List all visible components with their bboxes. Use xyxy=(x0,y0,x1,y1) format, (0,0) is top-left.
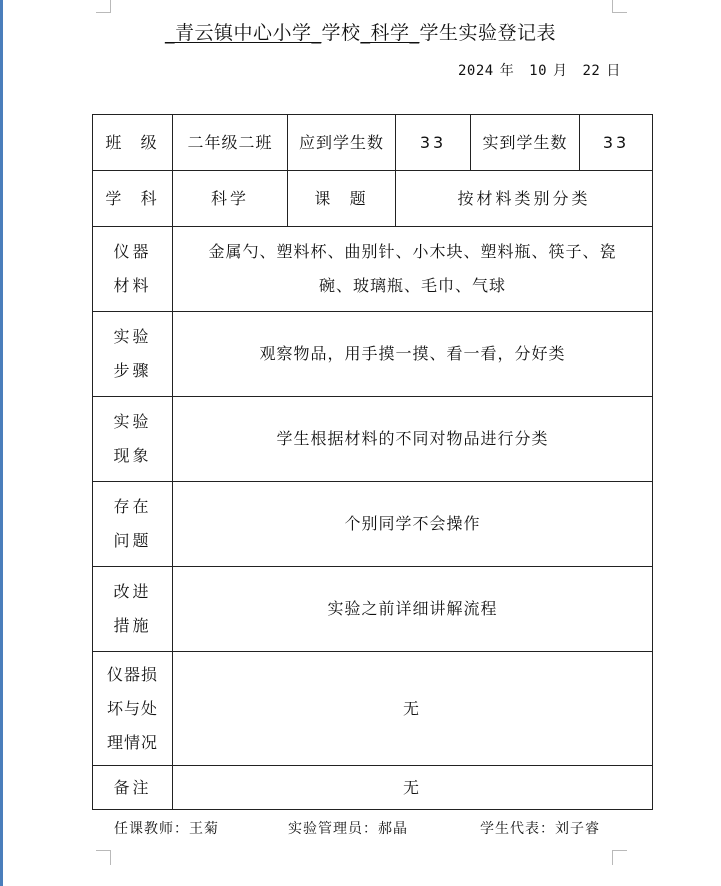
phenomenon-value: 学生根据材料的不同对物品进行分类 xyxy=(173,397,653,482)
issues-value: 个别同学不会操作 xyxy=(173,482,653,567)
table-row xyxy=(93,312,653,397)
phenomenon-label-line: 现象 xyxy=(113,446,152,465)
page-corner-mark xyxy=(96,850,111,865)
teacher-signature: 任课教师：王菊 xyxy=(114,821,219,837)
issues-label xyxy=(93,482,173,567)
table-row xyxy=(93,397,653,482)
date-month: 10 xyxy=(529,63,548,79)
improve-value: 实验之前详细讲解流程 xyxy=(173,567,653,652)
materials-label-line: 仪器 xyxy=(113,242,152,261)
table-row xyxy=(93,652,653,766)
subject-value: 科学 xyxy=(173,171,288,227)
materials-value-line: 金属勺、塑料杯、曲别针、小木块、塑料瓶、筷子、瓷 xyxy=(208,242,617,261)
phenomenon-label xyxy=(93,397,173,482)
page-corner-mark xyxy=(96,0,111,13)
table-row xyxy=(93,171,653,227)
table-row xyxy=(93,227,653,312)
improve-label-line: 措施 xyxy=(113,616,152,635)
student-rep-signature: 学生代表：刘子睿 xyxy=(480,821,600,837)
actual-label: 实到学生数 xyxy=(471,115,580,171)
steps-value: 观察物品，用手摸一摸、看一看，分好类 xyxy=(173,312,653,397)
date-month-unit: 月 xyxy=(553,63,568,79)
title-school: 青云镇中心小学 xyxy=(174,22,312,44)
page-corner-mark xyxy=(612,850,627,865)
window-left-edge xyxy=(0,0,3,886)
date-year: 2024 xyxy=(458,63,494,79)
issues-label-line: 存在 xyxy=(113,497,152,516)
issues-label-line: 问题 xyxy=(113,531,152,550)
subject-label: 学 科 xyxy=(93,171,173,227)
materials-value-line: 碗、玻璃瓶、毛巾、气球 xyxy=(318,276,506,295)
materials-value xyxy=(173,227,653,312)
improve-label xyxy=(93,567,173,652)
steps-label-line: 步骤 xyxy=(113,361,152,380)
title-subject: 科学 xyxy=(370,22,410,44)
actual-value: 33 xyxy=(580,115,653,171)
expected-label: 应到学生数 xyxy=(288,115,396,171)
table-row xyxy=(93,766,653,810)
title-school-suffix: 学校 xyxy=(321,22,361,44)
remarks-value: 无 xyxy=(173,766,653,810)
title-rest: 学生实验登记表 xyxy=(419,22,557,44)
topic-value: 按材料类别分类 xyxy=(396,171,653,227)
table-row xyxy=(93,115,653,171)
damage-label-line: 仪器损 xyxy=(106,664,158,684)
remarks-label: 备注 xyxy=(93,766,173,810)
damage-label-line: 坏与处 xyxy=(106,698,158,718)
table-row xyxy=(93,567,653,652)
improve-label-line: 改进 xyxy=(113,582,152,601)
date-day-unit: 日 xyxy=(606,63,621,79)
damage-label-line: 理情况 xyxy=(106,732,158,752)
date-day: 22 xyxy=(582,63,601,79)
experiment-record-table xyxy=(92,114,653,810)
damage-value: 无 xyxy=(173,652,653,766)
expected-value: 33 xyxy=(396,115,471,171)
date-year-unit: 年 xyxy=(499,63,515,79)
page-title: _青云镇中心小学_学校_科学_学生实验登记表 xyxy=(164,22,557,44)
page-corner-mark xyxy=(612,0,627,13)
steps-label xyxy=(93,312,173,397)
manager-signature: 实验管理员：郝晶 xyxy=(288,821,408,837)
topic-label: 课 题 xyxy=(288,171,396,227)
class-label: 班 级 xyxy=(93,115,173,171)
materials-label-line: 材料 xyxy=(113,276,152,295)
class-value: 二年级二班 xyxy=(173,115,288,171)
record-date xyxy=(458,60,627,80)
phenomenon-label-line: 实验 xyxy=(113,412,152,431)
damage-label xyxy=(93,652,173,766)
steps-label-line: 实验 xyxy=(113,327,152,346)
table-row xyxy=(93,482,653,567)
materials-label xyxy=(93,227,173,312)
